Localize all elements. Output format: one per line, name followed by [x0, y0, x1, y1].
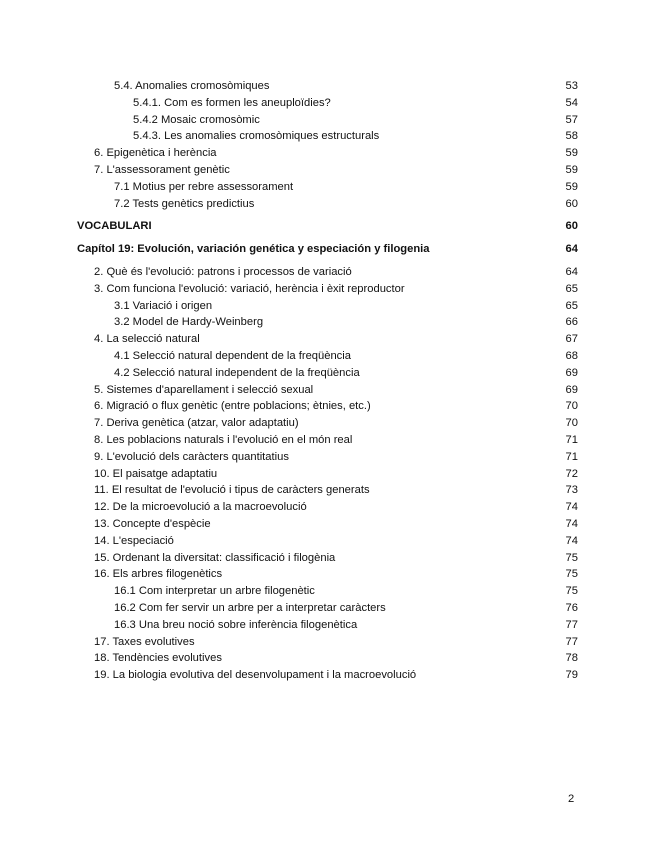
toc-entry-label: 16.1 Com interpretar un arbre filogenètic — [114, 585, 315, 598]
toc-entry-label: 14. L'especiació — [94, 534, 174, 547]
toc-entry — [0, 449, 655, 466]
toc-entry — [0, 398, 655, 415]
toc-entry — [0, 482, 655, 499]
toc-entry — [0, 550, 655, 567]
toc-entry-label: 7.2 Tests genètics predictius — [114, 197, 255, 210]
toc-entry — [0, 331, 655, 348]
toc-entry — [0, 533, 655, 550]
toc-entry-page: 67 — [565, 333, 578, 346]
toc-entry-page: 71 — [565, 450, 578, 463]
toc-entry — [0, 145, 655, 162]
toc-entry-page: 74 — [565, 501, 578, 514]
toc-entry-page: 70 — [565, 400, 578, 413]
toc-entry — [0, 382, 655, 399]
toc-entry-label: 5.4.1. Com es formen les aneuploïdies? — [133, 96, 331, 109]
toc-entry-label: 4. La selecció natural — [94, 333, 200, 346]
toc-entry — [0, 667, 655, 684]
toc-entry-label: 16.2 Com fer servir un arbre per a interpretar caràcters — [114, 601, 386, 614]
toc-entry-page: 75 — [565, 585, 578, 598]
toc-entry-label: 5.4.2 Mosaic cromosòmic — [133, 113, 260, 126]
toc-entry-page: 59 — [565, 147, 578, 160]
toc-entry-label: 5. Sistemes d'aparellament i selecció sexual — [94, 383, 314, 396]
toc-entry-page: 68 — [565, 349, 578, 362]
toc-entry-label: 8. Les poblacions naturals i l'evolució en el món real — [94, 433, 353, 446]
toc-entry-page: 64 — [565, 243, 578, 256]
toc-entry — [0, 162, 655, 179]
toc-entry-page: 65 — [565, 282, 578, 295]
toc-entry-label: 7. Deriva genètica (atzar, valor adaptatiu) — [94, 417, 299, 430]
toc-entry — [0, 617, 655, 634]
toc-entry — [0, 516, 655, 533]
toc-entry — [0, 264, 655, 281]
toc-entry-page: 66 — [565, 316, 578, 329]
toc-entry-label: 7.1 Motius per rebre assessorament — [114, 180, 294, 193]
toc-entry-label: 7. L'assessorament genètic — [94, 163, 230, 176]
toc-entry-label: 3.2 Model de Hardy-Weinberg — [114, 316, 264, 329]
toc-entry-page: 79 — [565, 669, 578, 682]
toc-entry-page: 64 — [565, 265, 578, 278]
toc-entry-page: 69 — [565, 366, 578, 379]
toc-entry-label: 3. Com funciona l'evolució: variació, herència i èxit reproductor — [94, 282, 405, 295]
toc-entry-page: 57 — [565, 113, 578, 126]
toc-entry-label: 10. El paisatge adaptatiu — [94, 467, 218, 480]
toc-entry — [0, 348, 655, 365]
toc-entry — [0, 179, 655, 196]
toc-entry — [0, 196, 655, 213]
toc-entry-label: 19. La biologia evolutiva del desenvolupament i la macroevolució — [94, 669, 417, 682]
toc-entry — [0, 566, 655, 583]
toc-entry-label: 15. Ordenant la diversitat: classificació i filogènia — [94, 551, 336, 564]
toc-entry — [0, 314, 655, 331]
toc-entry-label: 6. Migració o flux genètic (entre poblacions; ètnies, etc.) — [94, 400, 371, 413]
toc-entry — [0, 415, 655, 432]
toc-entry-label: 16.3 Una breu noció sobre inferència filogenètica — [114, 618, 358, 631]
toc-entry-page: 65 — [565, 299, 578, 312]
toc-entry-page: 75 — [565, 551, 578, 564]
toc-entry — [0, 365, 655, 382]
toc-entry — [0, 112, 655, 129]
toc-entry-page: 77 — [565, 635, 578, 648]
toc-entry-page: 78 — [565, 652, 578, 665]
toc-entry — [0, 466, 655, 483]
toc-entry — [0, 499, 655, 516]
toc-entry-label: 4.1 Selecció natural dependent de la freqüència — [114, 349, 351, 362]
toc-entry-label: 5.4. Anomalies cromosòmiques — [114, 80, 270, 92]
toc-entry-page: 58 — [565, 130, 578, 143]
toc-entry-page: 74 — [565, 517, 578, 530]
toc-entry-page: 71 — [565, 433, 578, 446]
toc-entry-label: 13. Concepte d'espècie — [94, 517, 211, 530]
toc-entry-label: 4.2 Selecció natural independent de la freqüència — [114, 366, 360, 379]
toc-entry-label: VOCABULARI — [77, 220, 152, 233]
toc-entry-label: 9. L'evolució dels caràcters quantitatius — [94, 450, 289, 463]
toc-entry — [0, 78, 655, 95]
page-number: 2 — [568, 793, 575, 805]
toc-entry-label: 16. Els arbres filogenètics — [94, 568, 223, 581]
toc-entry-page: 74 — [565, 534, 578, 547]
toc-entry-label: Capítol 19: Evolución, variación genética y especiación y filogenia — [77, 243, 430, 256]
toc-entry-page: 54 — [565, 96, 578, 109]
toc-entry — [0, 128, 655, 145]
toc-entry — [0, 634, 655, 651]
toc-entry-page: 53 — [565, 80, 578, 92]
toc-entry-label: 17. Taxes evolutives — [94, 635, 195, 648]
toc-entry — [0, 298, 655, 315]
toc-entry — [0, 281, 655, 298]
table-of-contents — [0, 78, 655, 684]
toc-entry-label: 5.4.3. Les anomalies cromosòmiques estructurals — [133, 130, 380, 143]
toc-entry-page: 59 — [565, 180, 578, 193]
toc-entry — [0, 600, 655, 617]
toc-entry-page: 60 — [565, 197, 578, 210]
toc-entry-page: 73 — [565, 484, 578, 497]
toc-entry-page: 72 — [565, 467, 578, 480]
toc-entry-label: 3.1 Variació i origen — [114, 299, 213, 312]
toc-entry-label: 18. Tendències evolutives — [94, 652, 222, 665]
toc-entry-label: 6. Epigenètica i herència — [94, 147, 217, 160]
toc-entry-page: 75 — [565, 568, 578, 581]
toc-heading — [0, 218, 655, 235]
toc-entry-page: 70 — [565, 417, 578, 430]
toc-entry-page: 60 — [565, 220, 578, 233]
toc-entry-page: 76 — [565, 601, 578, 614]
toc-entry — [0, 95, 655, 112]
toc-entry-page: 59 — [565, 163, 578, 176]
toc-entry-label: 2. Què és l'evolució: patrons i processos de variació — [94, 265, 352, 278]
toc-entry — [0, 650, 655, 667]
toc-entry — [0, 583, 655, 600]
toc-entry — [0, 432, 655, 449]
toc-entry-page: 77 — [565, 618, 578, 631]
toc-entry-page: 69 — [565, 383, 578, 396]
toc-heading — [0, 241, 655, 258]
toc-entry-label: 12. De la microevolució a la macroevolució — [94, 501, 307, 514]
toc-entry-label: 11. El resultat de l'evolució i tipus de caràcters generats — [94, 484, 370, 497]
